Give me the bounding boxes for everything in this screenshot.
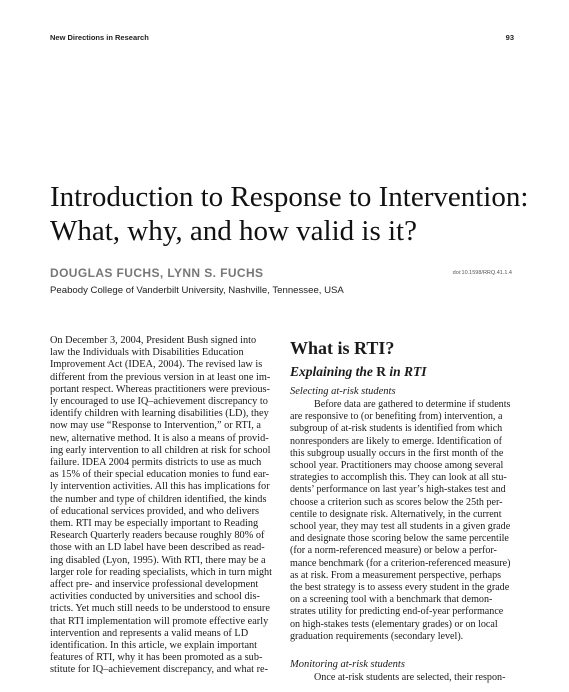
body-line: of educational services provided, and who delivers [50, 505, 260, 517]
body-line: now may use “Response to Intervention,” or RTI, a [50, 420, 261, 432]
body-line: law the Individuals with Disabilities Education [50, 347, 244, 359]
body-line: school year, they may test all students in a given grade [290, 521, 511, 533]
subsection-body [290, 399, 530, 643]
affiliation: Peabody College of Vanderbilt University, Nashville, Tennessee, USA [50, 285, 344, 296]
body-line: those with an LD label have been described as read- [50, 542, 265, 554]
body-line: on high-stakes tests (elementary grades) or on local [290, 618, 498, 630]
body-line: graduation requirements (secondary level). [290, 630, 464, 642]
body-line: as 15% of their special education monies to fund ear- [50, 469, 270, 481]
subsection-heading: Selecting at-risk students [290, 386, 396, 397]
body-line: failure. IDEA 2004 permits districts to use as much [50, 457, 262, 469]
right-column [290, 337, 530, 684]
running-head: New Directions in Research [50, 33, 149, 42]
body-line: ing disabled (Lyon, 1995). With RTI, there may be a [50, 554, 266, 566]
body-line: (for a norm-referenced measure) or below a perfor- [290, 545, 497, 557]
article-title [50, 180, 540, 248]
body-line: intervention and represents a valid means of LD [50, 627, 249, 639]
body-line: activities conducted by universities and school dis- [50, 591, 260, 603]
authors: DOUGLAS FUCHS, LYNN S. FUCHS [50, 266, 264, 280]
body-line: the number and type of children identified, the kinds [50, 493, 267, 505]
body-line: centile to designate risk. Alternatively, in the current [290, 508, 502, 520]
body-line: features of RTI, why it has been promoted as a sub- [50, 652, 263, 664]
body-line: Research Quarterly readers because roughly 80% of [50, 530, 265, 542]
body-line: school year. Practitioners may choose among several [290, 460, 504, 472]
body-line: larger role for reading specialists, which in turn might [50, 566, 272, 578]
subsection-body [290, 672, 530, 684]
body-line: identify children with learning disabilities (LD), they [50, 408, 269, 420]
body-line: choose a criterion such as scores below the 25th per- [290, 496, 503, 508]
body-line: ly encouraged to use IQ–achievement discrepancy to [50, 396, 268, 408]
body-line: Improvement Act (IDEA, 2004). The revised law is [50, 359, 263, 371]
title-line: Introduction to Response to Intervention: [50, 181, 529, 213]
body-line: On December 3, 2004, President Bush signed into [50, 335, 257, 346]
body-line: that RTI implementation will promote effective early [50, 615, 269, 627]
body-line: Before data are gathered to determine if students [314, 399, 511, 410]
subheading-prefix: Explaining the [290, 364, 373, 379]
body-line: ing early intervention to all children at risk for school [50, 444, 271, 456]
body-line: different from the previous version in at least one im- [50, 371, 271, 383]
body-line: this subgroup usually occurs in the first month of the [290, 447, 504, 459]
section-heading: What is RTI? [290, 338, 395, 358]
title-line: What, why, and how valid is it? [50, 215, 417, 247]
body-line: tricts. Yet much still needs to be understood to ensure [50, 603, 270, 615]
body-line: nonresponders are likely to emerge. Identification of [290, 435, 502, 447]
body-line: portant respect. Whereas practitioners were previous- [50, 383, 270, 395]
subheading [290, 364, 530, 380]
body-line: them. RTI may be especially important to Reading [50, 518, 259, 530]
body-line: new, alternative method. It is also a means of provid- [50, 432, 269, 444]
body-line: stitute for IQ–achievement discrepancy, and what re- [50, 664, 269, 676]
body-line: ly intervention activities. All this has implications for [50, 481, 270, 493]
subsection-heading: Monitoring at-risk students [290, 659, 405, 671]
body-line: mance benchmark (for a criterion-referenced measure) [290, 557, 511, 569]
body-line: are responsive to (or benefiting from) intervention, a [290, 411, 503, 423]
subheading-suffix: in RTI [389, 364, 427, 379]
body-line: subgroup of at-risk students is identified from which [290, 423, 503, 435]
body-line: identification. In this article, we explain important [50, 640, 258, 652]
subheading-r: R [376, 364, 387, 379]
body-line: and designate those scoring below the same percentile [290, 533, 509, 545]
body-line: dents’ performance on last year’s high-stakes test and [290, 484, 506, 496]
page-number: 93 [505, 33, 514, 42]
body-line: Once at-risk students are selected, their respon- [314, 672, 506, 684]
body-line: on a screening tool with a benchmark that demon- [290, 594, 493, 606]
body-line: strates utility for predicting end-of-year performance [290, 606, 504, 618]
body-line: the best strategy is to assess every student in the grade [290, 582, 510, 594]
body-line: affect pre- and inservice professional development [50, 579, 259, 591]
left-column [50, 335, 280, 677]
body-line: strategies to accomplish this. They can look at all stu- [290, 472, 507, 484]
body-line: as at risk. From a measurement perspective, perhaps [290, 569, 502, 581]
doi: doi:10.1598/RRQ.41.1.4 [452, 270, 512, 276]
